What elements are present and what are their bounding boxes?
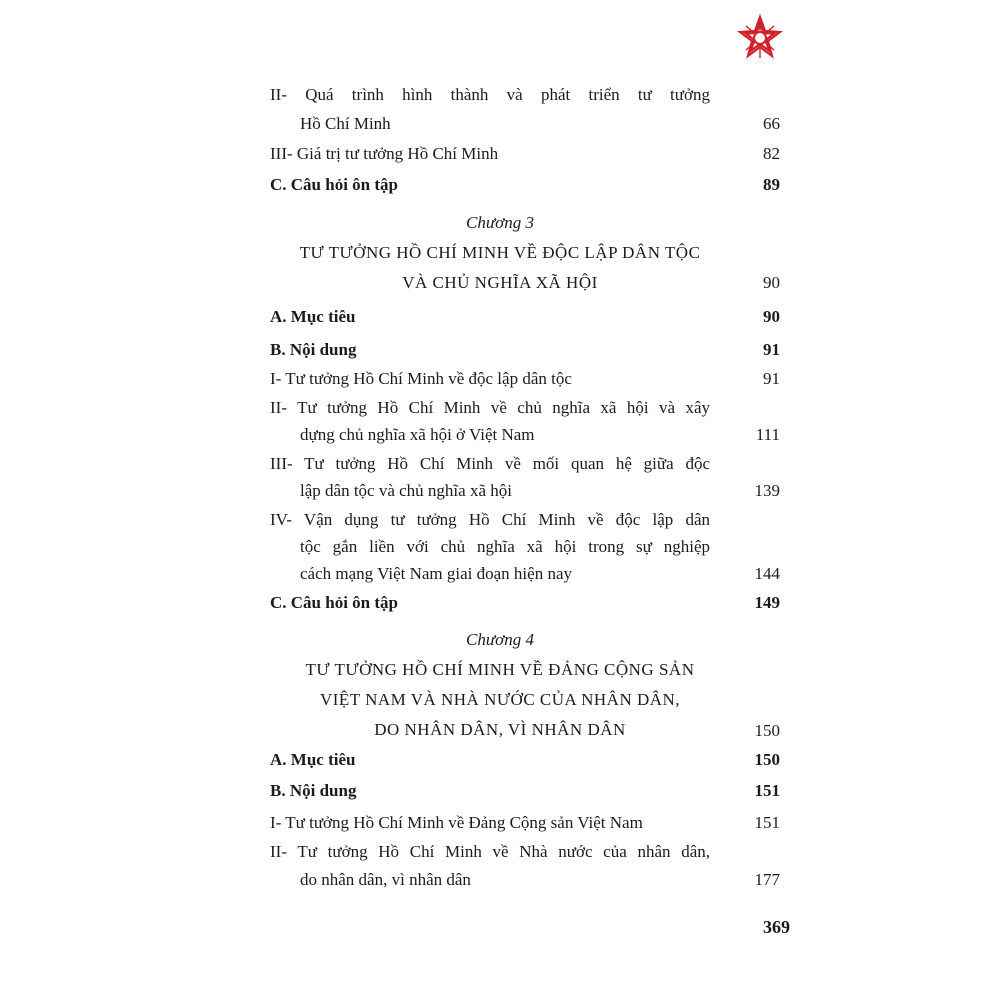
toc-entry-text: B. Nội dung (270, 781, 357, 800)
chapter-label: Chương 3 (466, 213, 534, 232)
toc-page-number: 151 (754, 781, 780, 800)
chapter-title: VÀ CHỦ NGHĨA XÃ HỘI (402, 273, 598, 292)
toc-entry-text: III- Giá trị tư tưởng Hồ Chí Minh (270, 144, 499, 163)
toc-entry-text: B. Nội dung (270, 340, 357, 359)
toc-entry-text: cách mạng Việt Nam giai đoạn hiện nay (300, 564, 572, 583)
toc-entry-text: A. Mục tiêu (270, 750, 356, 769)
toc-page-number: 144 (754, 564, 780, 583)
toc-entry-text: C. Câu hỏi ôn tập (270, 593, 399, 612)
toc-page-number: 149 (754, 593, 780, 612)
chapter-title: TƯ TƯỞNG HỒ CHÍ MINH VỀ ĐẢNG CỘNG SẢN (305, 660, 695, 679)
toc-page-number: 91 (763, 369, 780, 388)
toc-entry-text: C. Câu hỏi ôn tập (270, 175, 399, 194)
toc-page-number: 90 (763, 273, 780, 292)
toc-page-number: 91 (763, 340, 780, 359)
toc-entry-text: IV- Vận dụng tư tưởng Hồ Chí Minh về độc lập dân (270, 510, 710, 529)
toc-entry-text: A. Mục tiêu (270, 307, 356, 326)
toc-entry-text: II- Quá trình hình thành và phát triển tư tưởng (270, 85, 710, 104)
toc-entry-text: I- Tư tưởng Hồ Chí Minh về độc lập dân tộc (270, 369, 572, 388)
toc-page-number: 82 (763, 144, 780, 163)
toc-entry-text: II- Tư tưởng Hồ Chí Minh về chủ nghĩa xã hội và xây (270, 398, 710, 417)
toc-entry-text: Hồ Chí Minh (300, 114, 391, 133)
toc-entry-text: I- Tư tưởng Hồ Chí Minh về Đảng Cộng sản Việt Nam (270, 813, 643, 832)
toc-entry-text: do nhân dân, vì nhân dân (300, 870, 471, 889)
toc-entry-text: II- Tư tưởng Hồ Chí Minh về Nhà nước của nhân dân, (270, 842, 710, 861)
toc-page-number: 111 (755, 425, 780, 444)
toc-entry-text: lập dân tộc và chủ nghĩa xã hội (300, 481, 512, 500)
toc-page-number: 150 (754, 750, 780, 769)
toc-page-number: 139 (754, 481, 780, 500)
chapter-title: VIỆT NAM VÀ NHÀ NƯỚC CỦA NHÂN DÂN, (319, 690, 681, 709)
toc-page-number: 151 (754, 813, 780, 832)
page-number: 369 (763, 917, 790, 937)
toc-page-number: 177 (754, 870, 780, 889)
toc-entry-text: III- Tư tưởng Hồ Chí Minh về mối quan hệ giữa độc (270, 454, 710, 473)
toc-entry-text: tộc gắn liền với chủ nghĩa xã hội trong sự nghiệp (300, 537, 710, 556)
chapter-label: Chương 4 (466, 630, 534, 649)
toc-page-number: 66 (763, 114, 780, 133)
toc-page-number: 90 (763, 307, 780, 326)
toc-page-number: 150 (754, 721, 780, 740)
toc-entry-text: dựng chủ nghĩa xã hội ở Việt Nam (300, 425, 535, 444)
chapter-title: TƯ TƯỞNG HỒ CHÍ MINH VỀ ĐỘC LẬP DÂN TỘC (299, 243, 701, 262)
toc-page-number: 89 (763, 175, 780, 194)
chapter-title: DO NHÂN DÂN, VÌ NHÂN DÂN (374, 720, 626, 739)
